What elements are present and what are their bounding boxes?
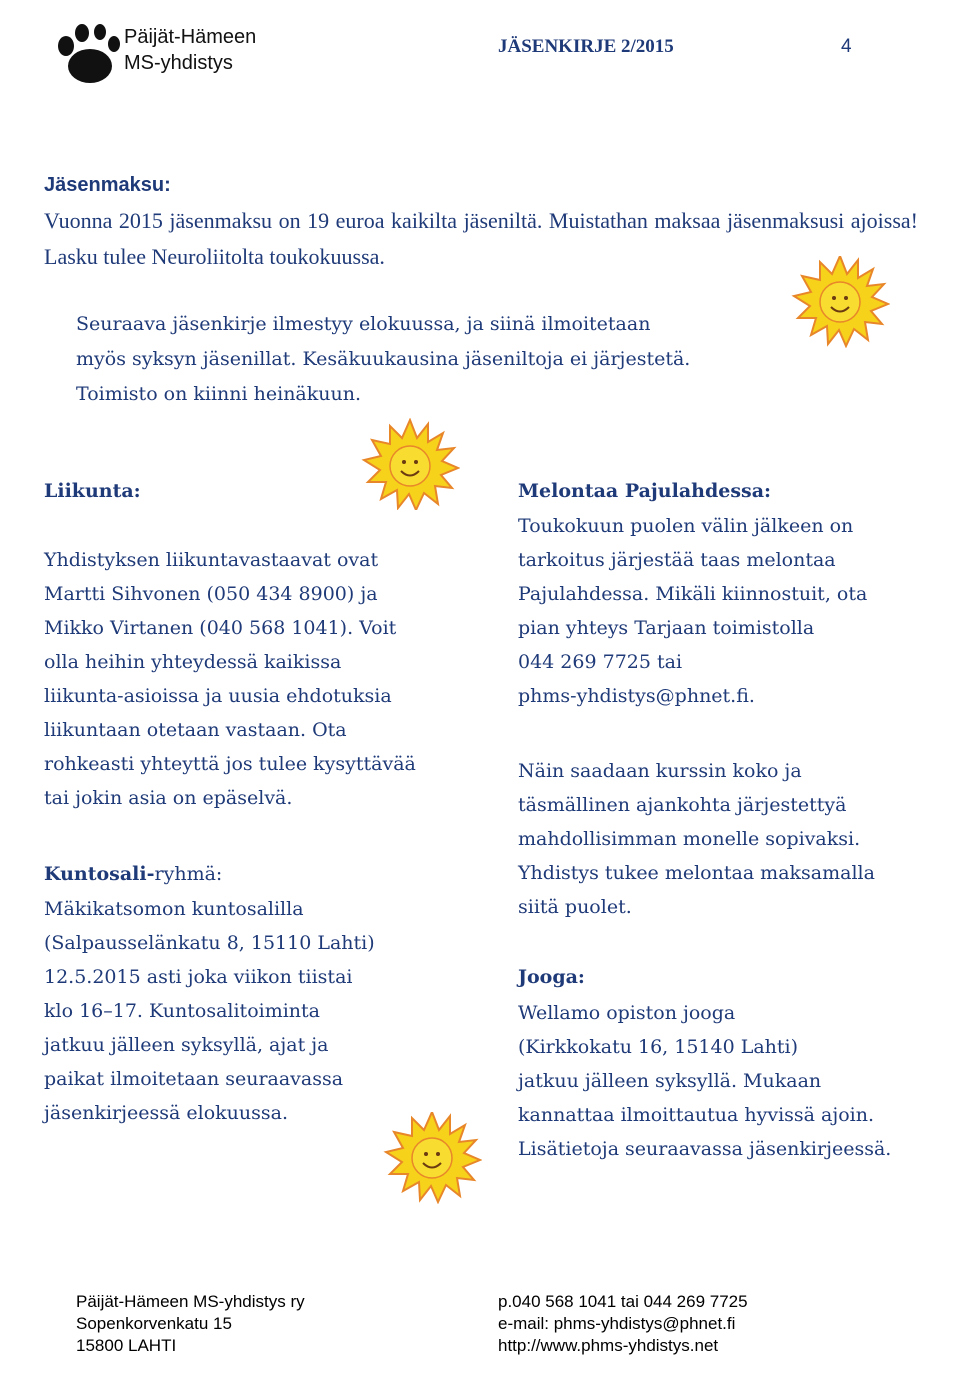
melonta-text <box>518 509 867 713</box>
text-line: kannattaa ilmoittautua hyvissä ajoin. <box>518 1104 875 1126</box>
footer-website: http://www.phms-yhdistys.net <box>498 1336 719 1355</box>
text-line: liikunta-asioissa ja uusia ehdotuksia <box>44 685 392 707</box>
notice-line: myös syksyn jäsenillat. Kesäkuukausina jäseniltoja ei järjestetä. <box>76 348 691 370</box>
footer-email: e-mail: phms-yhdistys@phnet.fi <box>498 1314 736 1333</box>
kuntosali-heading-rest: ryhmä: <box>154 863 223 885</box>
footer-contact <box>498 1291 748 1357</box>
membership-text: Vuonna 2015 jäsenmaksu on 19 euroa kaikilta jäseniltä. Muistathan maksaa jäsenmaksusi ajoissa! Lasku tulee Neuroliitolta toukokuussa. <box>44 208 918 269</box>
text-line: pian yhteys Tarjaan toimistolla <box>518 617 815 639</box>
next-letter-notice <box>76 307 690 412</box>
melonta-heading: Melontaa Pajulahdessa: <box>518 480 772 502</box>
liikunta-heading: Liikunta: <box>44 480 141 502</box>
page-number: 4 <box>841 36 852 57</box>
text-line: jatkuu jälleen syksyllä. Mukaan <box>518 1070 822 1092</box>
footer-phone: p.040 568 1041 tai 044 269 7725 <box>498 1292 748 1311</box>
text-line: rohkeasti yhteyttä jos tulee kysyttävää <box>44 753 416 775</box>
logo-line-2: MS-yhdistys <box>124 52 233 74</box>
text-line: (Kirkkokatu 16, 15140 Lahti) <box>518 1036 799 1058</box>
logo-line-1: Päijät-Hämeen <box>124 26 257 48</box>
sun-icon <box>360 418 460 510</box>
kuntosali-heading <box>44 857 222 891</box>
text-line: Näin saadaan kurssin koko ja <box>518 760 802 782</box>
text-line: klo 16–17. Kuntosalitoiminta <box>44 1000 321 1022</box>
footer-address <box>76 1291 305 1357</box>
text-line: Toukokuun puolen välin jälkeen on <box>518 515 854 537</box>
text-line: (Salpausselänkatu 8, 15110 Lahti) <box>44 932 375 954</box>
notice-line: Seuraava jäsenkirje ilmestyy elokuussa, ja siinä ilmoitetaan <box>76 313 651 335</box>
email-address: phms-yhdistys@phnet.fi. <box>518 685 755 707</box>
text-line: jäsenkirjeessä elokuussa. <box>44 1102 288 1124</box>
text-line: täsmällinen ajankohta järjestettyä <box>518 794 847 816</box>
melonta-text-2 <box>518 754 875 924</box>
text-line: Wellamo opiston jooga <box>518 1002 736 1024</box>
logo-text <box>124 24 256 76</box>
text-line: Mikko Virtanen (040 568 1041). Voit <box>44 617 397 639</box>
newsletter-title: JÄSENKIRJE 2/2015 <box>498 36 674 57</box>
text-line: olla heihin yhteydessä kaikissa <box>44 651 342 673</box>
text-line: mahdollisimman monelle sopivaksi. <box>518 828 861 850</box>
text-line: liikuntaan otetaan vastaan. Ota <box>44 719 347 741</box>
footer-postal: 15800 LAHTI <box>76 1336 177 1355</box>
text-line: Mäkikatsomon kuntosalilla <box>44 898 304 920</box>
text-line: Martti Sihvonen (050 434 8900) ja <box>44 583 378 605</box>
kuntosali-text <box>44 892 375 1130</box>
sun-icon <box>790 256 890 348</box>
kuntosali-heading-bold: Kuntosali- <box>44 863 155 885</box>
sun-icon <box>382 1112 482 1204</box>
text-line: Yhdistyksen liikuntavastaavat ovat <box>44 549 379 571</box>
text-line: Pajulahdessa. Mikäli kiinnostuit, ota <box>518 583 868 605</box>
membership-heading: Jäsenmaksu: <box>44 174 171 196</box>
footer-org-name: Päijät-Hämeen MS-yhdistys ry <box>76 1292 305 1311</box>
text-line: tarkoitus järjestää taas melontaa <box>518 549 836 571</box>
phone-number: 044 269 7725 tai <box>518 651 683 673</box>
jooga-text <box>518 996 891 1166</box>
text-line: jatkuu jälleen syksyllä, ajat ja <box>44 1034 329 1056</box>
text-line: siitä puolet. <box>518 896 632 918</box>
liikunta-text <box>44 543 416 815</box>
text-line: paikat ilmoitetaan seuraavassa <box>44 1068 344 1090</box>
footer-street: Sopenkorvenkatu 15 <box>76 1314 232 1333</box>
notice-line: Toimisto on kiinni heinäkuun. <box>76 383 362 405</box>
jooga-heading: Jooga: <box>518 966 585 988</box>
paw-print-icon <box>52 22 122 88</box>
text-line: Lisätietoja seuraavassa jäsenkirjeessä. <box>518 1138 892 1160</box>
text-line: 12.5.2015 asti joka viikon tiistai <box>44 966 353 988</box>
text-line: tai jokin asia on epäselvä. <box>44 787 293 809</box>
text-line: Yhdistys tukee melontaa maksamalla <box>518 862 875 884</box>
